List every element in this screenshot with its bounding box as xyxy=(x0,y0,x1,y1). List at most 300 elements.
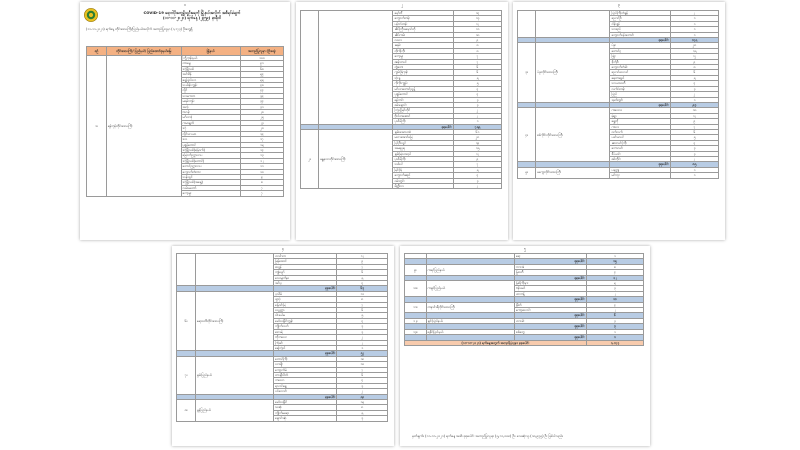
case-count: ၇ xyxy=(453,59,501,64)
township-name: ကျောက်မဲ xyxy=(274,367,337,372)
township-name: ချောင်းဆုံ xyxy=(274,416,337,421)
township-name: ရန်ကင်း xyxy=(393,97,453,102)
document-page-5 xyxy=(400,246,650,446)
case-count: ၁၅ xyxy=(453,146,501,151)
case-count: ၄ xyxy=(670,140,718,145)
township-name: ကျောက်တံခါး xyxy=(610,65,670,70)
case-count: ၆ xyxy=(453,70,501,75)
case-count: ၅၉ xyxy=(240,72,283,77)
subtotal-label: စုစုပေါင်း xyxy=(610,102,670,107)
subtotal-label: စုစုပေါင်း xyxy=(610,162,670,167)
township-name: တွံတေး xyxy=(393,65,453,70)
township-name: မြိတ် xyxy=(514,302,586,307)
page-number: ၅ xyxy=(523,246,527,251)
case-count: ၂ xyxy=(670,92,718,97)
case-count: ၇ xyxy=(670,124,718,129)
township-name: အင်းစိန် xyxy=(181,72,240,77)
subtotal-label: စုစုပေါင်း xyxy=(514,275,586,280)
township-name: ဟားခါး xyxy=(514,318,586,323)
township-name: ကြည့်မြင်တိုင် xyxy=(393,108,453,113)
subtotal-label: စုစုပေါင်း xyxy=(274,286,337,291)
region-name: စစ်ကိုင်းတိုင်းဒေသကြီး xyxy=(536,108,610,162)
case-count: ၄ xyxy=(337,378,388,383)
township-name: လသာ xyxy=(393,38,453,43)
region-name: ဧရာဝတီတိုင်းဒေသကြီး xyxy=(195,291,273,350)
page-number: ၂ xyxy=(401,2,403,7)
subtotal-label: စုစုပေါင်း xyxy=(514,335,586,340)
case-count: ၁ xyxy=(586,329,643,334)
township-name: ဒေးဒရဲ xyxy=(274,329,337,334)
township-name: ကိုကိုးကျွန်း xyxy=(393,81,453,86)
township-name: ကော့မှူး xyxy=(181,191,240,196)
township-name: မြဝတီ xyxy=(514,270,586,275)
cases-table xyxy=(86,46,284,197)
case-count: ၄ xyxy=(453,92,501,97)
case-count: ၈ xyxy=(670,65,718,70)
page-number: ၁ xyxy=(183,2,187,7)
township-name: ကျိုက်လတ် xyxy=(274,324,337,329)
township-name: ဒဂုံမြို့သစ်(အရှေ့) xyxy=(181,180,240,185)
case-count: ၉ xyxy=(670,119,718,124)
case-count: ၃ xyxy=(670,146,718,151)
township-name: လက်ပံတန်း xyxy=(610,86,670,91)
township-name: ထန်းတပင် xyxy=(393,59,453,64)
township-name: ကျောက်တန်း xyxy=(393,16,453,21)
subtotal-label: စုစုပေါင်း xyxy=(393,124,453,129)
case-count: ၁၇ xyxy=(240,137,283,142)
case-count: ၄ xyxy=(586,270,643,275)
case-count: ၁၀ xyxy=(240,169,283,174)
township-name: ပြင်ဦးလွင် xyxy=(393,140,453,145)
township-name: သာယာဝတီ xyxy=(610,81,670,86)
case-count: ၁ xyxy=(670,173,718,178)
case-count: ၁၅ xyxy=(670,48,718,53)
col-header-region: တိုင်းဒေသကြီး/ ပြည်နယ်/ ပြည်ထောင်စုနယ်မြေ xyxy=(106,47,181,56)
case-count: ၁၁ xyxy=(240,164,283,169)
township-name: မိတ္ထီလာ xyxy=(393,184,453,189)
document-intro: (၁၁-၁၁-၂၀၂၁) ရက်နေ့ တိုင်းဒေသကြီး/ပြည်နယ်အလိုက် အတည်ပြုလူနာ (၁,၁၇၃) ဦးတွေ့ရှိ xyxy=(86,27,193,31)
township-name: မော်လမြိုင် xyxy=(274,399,337,404)
row-number xyxy=(301,11,319,125)
township-name: လားရှိုး xyxy=(274,362,337,367)
subtotal-label: စုစုပေါင်း xyxy=(514,313,586,318)
township-name: မြောင်းမြ xyxy=(274,302,337,307)
case-count: ၃ xyxy=(670,86,718,91)
township-name: ဒဂုံ xyxy=(181,126,240,131)
case-count: ၂ xyxy=(670,11,718,16)
subtotal-value: ၃ xyxy=(586,324,643,329)
case-count: ၅ xyxy=(453,81,501,86)
page-number: ၄ xyxy=(281,246,285,251)
case-count: ၇ xyxy=(240,185,283,190)
case-count: ၂၈ xyxy=(453,135,501,140)
document-page-1 xyxy=(80,2,290,240)
case-count: ၁၂ xyxy=(240,158,283,163)
grand-total-label: (၁၁-၁၁-၂၀၂၁) ရက်နေ့အတွက် အတည်ပြုလူနာ စုစုပေါင်း xyxy=(405,340,587,345)
case-count: ၁၂ xyxy=(670,113,718,118)
page-number: ၃ xyxy=(617,2,621,7)
case-count: ၂ xyxy=(586,291,643,296)
township-name: လေးမျက်နှာ xyxy=(274,275,337,280)
subtotal-value: ၁၅ xyxy=(586,259,643,264)
case-count: ၁၀၀ xyxy=(240,56,283,61)
case-count: ၈ xyxy=(337,405,388,410)
col-header-township: မြို့နယ် xyxy=(181,47,240,56)
row-number: ၃။ xyxy=(518,43,536,102)
row-number: ၆။ xyxy=(177,291,196,350)
township-name: မရမ်းကုန်း xyxy=(181,99,240,104)
case-count: ၁ xyxy=(670,16,718,21)
document-page-4 xyxy=(172,246,394,446)
row-number: ၁၀။ xyxy=(405,281,427,297)
township-name: အမရပူရ xyxy=(393,146,453,151)
subtotal-label: စုစုပေါင်း xyxy=(514,259,586,264)
case-count: ၂ xyxy=(337,335,388,340)
case-count: ၁ xyxy=(337,345,388,350)
case-count: ၉ xyxy=(670,59,718,64)
region-name: မကွေးတိုင်းဒေသကြီး xyxy=(536,167,610,178)
case-count: ၃ xyxy=(337,416,388,421)
region-name: ပဲခူးတိုင်းဒေသကြီး xyxy=(536,43,610,102)
township-name: ကွမ်းခြံကုန်း xyxy=(393,70,453,75)
row-number: ၁၁။ xyxy=(405,302,427,313)
township-name: အလုံ xyxy=(181,104,240,109)
case-count: ၁ xyxy=(670,27,718,32)
case-count: ၅ xyxy=(453,167,501,172)
township-name: စမ်းချောင်း xyxy=(393,102,453,107)
cases-table xyxy=(300,10,502,189)
township-name: ပခုက္ကူ xyxy=(610,167,670,172)
township-name: တောင်ကြီး xyxy=(274,356,337,361)
cases-table xyxy=(176,253,388,422)
case-count: ၁၁ xyxy=(453,27,501,32)
township-name: ကျိုက်မရော xyxy=(274,410,337,415)
case-count: ၁၀ xyxy=(453,32,501,37)
township-name: ဝါးခယ်မ xyxy=(274,313,337,318)
case-count: ၉၁ xyxy=(240,61,283,66)
township-name: ဒဂုံမြို့သစ် xyxy=(181,66,240,71)
case-count: ၂ xyxy=(337,389,388,394)
case-count: ၃ xyxy=(586,286,643,291)
township-name: ပုဇွန်တောင် xyxy=(393,92,453,97)
case-count: ၃၄ xyxy=(240,99,283,104)
township-name: ငါန်းဇွန် xyxy=(610,21,670,26)
cases-table xyxy=(517,10,719,179)
case-count: ၅ xyxy=(586,281,643,286)
case-count: ၈ xyxy=(337,297,388,302)
col-header-cases: အတည်ပြုလူနာ (ဦးရေ) xyxy=(240,47,283,56)
township-name: ယင်းမာပင် xyxy=(610,135,670,140)
township-name: မဟာအောင်မြေ xyxy=(393,135,453,140)
region-name: ရန်ကုန်တိုင်းဒေသကြီး xyxy=(106,56,181,197)
row-number: ၈။ xyxy=(177,399,196,421)
region-name: ကရင်ပြည်နယ် xyxy=(426,264,514,275)
case-count: ၃၉ xyxy=(240,93,283,98)
region-name: ကချင်ပြည်နယ် xyxy=(426,281,514,297)
township-name: လပွတ္တာ xyxy=(274,308,337,313)
case-count: ၃ xyxy=(586,318,643,323)
case-count: ၇ xyxy=(453,54,501,59)
document-page-2 xyxy=(296,2,508,240)
case-count: ၆၈ xyxy=(240,66,283,71)
ministry-seal-icon xyxy=(84,8,98,22)
case-count: ၁ xyxy=(670,97,718,102)
township-name: ပြည် xyxy=(610,92,670,97)
township-name: အင်္ဂပူ xyxy=(274,281,337,286)
case-count: ၁၈ xyxy=(337,356,388,361)
township-name: ဒဂုံမြို့သစ်(တောင်) xyxy=(181,158,240,163)
township-name: ညောင်လေးပင် xyxy=(610,70,670,75)
township-name: ရွှေဘို xyxy=(610,119,670,124)
township-name: ဒလ xyxy=(181,137,240,142)
case-count: ၅ xyxy=(670,135,718,140)
case-count: ၆ xyxy=(337,372,388,377)
township-name: ကျောက်ပန်းတောင်း xyxy=(610,32,670,37)
row-number: ၁။ xyxy=(87,56,107,197)
township-name: ဒီပဲယင်း xyxy=(610,151,670,156)
township-name: ပြည်ကြီးတံခွန် xyxy=(610,11,670,16)
township-name: တိုက်ကြီး xyxy=(393,48,453,53)
case-count: ၆ xyxy=(670,70,718,75)
township-name: မြစ်ကြီးနား xyxy=(514,281,586,286)
case-count: ၉ xyxy=(453,38,501,43)
case-count: ၁၉ xyxy=(453,140,501,145)
township-name: ဘိုကလေး xyxy=(274,335,337,340)
township-name: မှော်ဘီ xyxy=(393,11,453,16)
township-name: ဇလွန် xyxy=(274,264,337,269)
subtotal-value: ၇၅၅ xyxy=(453,124,501,129)
subtotal-value: ၁၀ xyxy=(586,297,643,302)
case-count: ၃ xyxy=(337,383,388,388)
case-count: ၂ xyxy=(586,308,643,313)
case-count: ၆၁ xyxy=(453,129,501,134)
township-name: မော်လမြိုင်ကျွန်း xyxy=(274,318,337,323)
case-count: ၄ xyxy=(453,86,501,91)
subtotal-label: စုစုပေါင်း xyxy=(514,297,586,302)
township-name: ဆိပ်ကြီးခနောင်တို xyxy=(393,27,453,32)
row-number: ၉။ xyxy=(405,264,427,275)
case-count: ၅၅ xyxy=(240,77,283,82)
case-count: ၁၃ xyxy=(240,153,283,158)
case-count: ၃ xyxy=(453,97,501,102)
township-name: ပုသိမ်ကြီး xyxy=(393,119,453,124)
township-name: ကျုံပျော် xyxy=(274,270,337,275)
township-name: မြင်းခြံ xyxy=(393,167,453,172)
case-count: ၄ xyxy=(337,318,388,323)
case-count: ၅ xyxy=(337,313,388,318)
row-number: ၂။ xyxy=(301,129,319,188)
township-name: ပန်းဘဲတန်း xyxy=(393,21,453,26)
township-name: ကော့မှူး xyxy=(393,54,453,59)
case-count: ၈ xyxy=(240,180,283,185)
subtotal-value: ၉၃ xyxy=(670,102,718,107)
case-count: ၂ xyxy=(670,156,718,161)
subtotal-label: စုစုပေါင်း xyxy=(274,394,337,399)
township-name: တာမွေ xyxy=(181,61,240,66)
township-name: ရေကြည် xyxy=(274,345,337,350)
document-page-3 xyxy=(513,2,725,240)
grand-total-row xyxy=(405,340,644,345)
township-name: ဝမ်းတွင်း xyxy=(393,178,453,183)
township-name: ပုဇွန်တောင် xyxy=(181,142,240,147)
township-name: ကော့သောင်း xyxy=(514,308,586,313)
township-name: ကလေးဝ xyxy=(610,108,670,113)
case-count: ၁၅ xyxy=(240,142,283,147)
township-name: တောင်ဥက္ကလာပ xyxy=(181,164,240,169)
case-count: ၁၃ xyxy=(453,16,501,21)
case-count: ၂ xyxy=(453,113,501,118)
case-count: ၃ xyxy=(453,178,501,183)
region-name: မန္တလေးတိုင်းဒေသကြီး xyxy=(319,129,393,188)
township-name: ပင်လောင်း xyxy=(274,389,337,394)
grand-total-value: ၁,၁၇၃ xyxy=(586,340,643,345)
township-name: ဗန်းမော် xyxy=(514,286,586,291)
case-count: ၉ xyxy=(240,174,283,179)
col-header-no: စဉ် xyxy=(87,47,107,56)
township-name: ဟင်္သာတ xyxy=(274,254,337,259)
township-name: ကြံခင်း xyxy=(274,340,337,345)
township-name: တောင်ငူ xyxy=(610,48,670,53)
township-name: သာကေတ xyxy=(181,93,240,98)
township-name: ရွှေပြည်သာ xyxy=(181,77,240,82)
case-count: ၂ xyxy=(453,184,501,189)
subtotal-value: ၅၀ xyxy=(337,394,388,399)
case-count: ၇ xyxy=(453,162,501,167)
row-number xyxy=(518,11,536,38)
subtotal-value: ၁၇၅ xyxy=(670,38,718,43)
row-number: ၁၂။ xyxy=(405,318,427,323)
case-count: ၄ xyxy=(453,173,501,178)
case-count: ၆ xyxy=(337,308,388,313)
case-count: ၁၈ xyxy=(670,108,718,113)
township-name: မုံရွာ xyxy=(610,113,670,118)
case-count: ၅ xyxy=(337,275,388,280)
township-name: သင်္ဃန်းကျွန်း xyxy=(181,83,240,88)
row-number: ၁၃။ xyxy=(405,329,427,334)
case-count: ၇ xyxy=(337,367,388,372)
case-count: ၁၂ xyxy=(337,254,388,259)
township-name: သာစည် xyxy=(610,27,670,32)
township-name: မြန်အောင် xyxy=(274,259,337,264)
case-count: ၉ xyxy=(337,259,388,264)
case-count: ၄ xyxy=(586,302,643,307)
case-count: ၃ xyxy=(337,329,388,334)
case-count: ၂၈ xyxy=(240,110,283,115)
township-name: ဖားကန့် xyxy=(514,291,586,296)
case-count: ၂၈ xyxy=(670,43,718,48)
region-name: ရှမ်းပြည်နယ် xyxy=(195,356,273,394)
township-name: အုတ်တွင်း xyxy=(610,97,670,102)
case-count: ၅ xyxy=(453,75,501,80)
case-count: ၂၅ xyxy=(240,115,283,120)
township-name: ဒိုက်ဦး xyxy=(610,59,670,64)
township-name: ဘားအံ xyxy=(514,264,586,269)
case-count: ၄ xyxy=(670,81,718,86)
case-count: ၁ xyxy=(670,167,718,172)
case-count: ၄၄ xyxy=(240,88,283,93)
township-name: သစ်ပင် xyxy=(393,162,453,167)
township-name: စစ်ကိုင်း xyxy=(610,156,670,161)
township-name: ချမ်းအေးသာစံ xyxy=(393,129,453,134)
subtotal-value: ၆၃ xyxy=(337,286,388,291)
case-count: ၁၂ xyxy=(453,21,501,26)
region-name: တနင်္သာရီတိုင်းဒေသကြီး xyxy=(426,302,514,313)
case-count: ၂ xyxy=(337,340,388,345)
case-count: ၁ xyxy=(453,119,501,124)
case-count: ၈ xyxy=(586,264,643,269)
case-count: ၂၀ xyxy=(240,126,283,131)
township-name: ကမာရွတ် xyxy=(181,120,240,125)
subtotal-value: ၅၂ xyxy=(337,351,388,356)
township-name: ဆားလင်းကြီး xyxy=(610,140,670,145)
cases-table xyxy=(404,253,644,346)
township-name: ဖြူး xyxy=(610,54,670,59)
case-count: ၁၅ xyxy=(337,399,388,404)
row-number: ၅။ xyxy=(518,167,536,178)
footnote: မှတ်ချက်။ (၁၁-၁၁-၂၀၂၁) ရက်နေ့ အထိ စုစုပေါင်း အတည်ပြုလူနာ (၅,၁၁,၀၀၈) ဦး၊ သေဆုံးသူ (၁၈,၉၃၅) ဦး ဖြစ်ပါသည်။ xyxy=(412,434,563,438)
township-name: ရေတာရှည် xyxy=(610,75,670,80)
township-name: ကျောက်ဆည် xyxy=(393,173,453,178)
township-name: ကြို့ကုန်းနယ် xyxy=(181,56,240,61)
case-count: ၃၁ xyxy=(240,104,283,109)
row-number: ၇။ xyxy=(177,356,196,394)
township-name: ဗိုလ်တထောင် xyxy=(393,113,453,118)
subtotal-value: ၁၂ xyxy=(586,275,643,280)
case-count: ၆ xyxy=(670,129,718,134)
case-count: ၁၂ xyxy=(453,151,501,156)
township-name: ပုသိမ်ကြီး xyxy=(393,156,453,161)
township-name: ကျောက်တံတား xyxy=(181,169,240,174)
case-count: ၈ xyxy=(453,43,501,48)
township-name: လှိုင် xyxy=(181,88,240,93)
case-count: ၁ xyxy=(670,32,718,37)
case-count: ၇ xyxy=(337,264,388,269)
case-count: ၂ xyxy=(453,108,501,113)
township-name: မြောက်ဥက္ကလာပ xyxy=(181,153,240,158)
row-number xyxy=(177,254,196,286)
case-count: ၅ xyxy=(337,410,388,415)
case-count: ၈ xyxy=(453,48,501,53)
case-count: ၆ xyxy=(453,65,501,70)
case-count: ၂၃ xyxy=(240,120,283,125)
case-count: ၁၉ xyxy=(240,131,283,136)
case-count: ၁၀ xyxy=(337,362,388,367)
subtotal-value: ၈၅ xyxy=(670,162,718,167)
case-count: ၃ xyxy=(453,102,501,107)
township-name: စစ်တွေ xyxy=(514,329,586,334)
case-count: ၄၈ xyxy=(240,83,283,88)
case-count: ၉ xyxy=(453,156,501,161)
case-count: ၇ xyxy=(337,302,388,307)
township-name: ပုသိမ် xyxy=(274,291,337,296)
township-name: သုံးခွ xyxy=(393,75,453,80)
township-name: လှိုင်သာယာ xyxy=(181,131,240,136)
row-number: ၄။ xyxy=(518,108,536,162)
township-name: မင်္ဂလာဒုံ xyxy=(181,115,240,120)
township-name: မင်းဘူး xyxy=(610,173,670,178)
case-count: ၁၄ xyxy=(453,11,501,16)
region-name: ချင်းပြည်နယ် xyxy=(426,318,514,323)
region-name xyxy=(195,254,273,286)
case-count: ၇ xyxy=(240,191,283,196)
township-name: ညောင်ရွှေ xyxy=(274,383,337,388)
township-name: ကသာ xyxy=(610,124,670,129)
case-count: ၁၄ xyxy=(240,147,283,152)
township-name: ချမ်းမြသာစည် xyxy=(393,151,453,156)
township-name: လမ်းမတော် xyxy=(181,185,240,190)
township-name: ဒဂုံမြို့သစ်(မြောက်) xyxy=(181,147,240,152)
case-count: ၃ xyxy=(337,324,388,329)
